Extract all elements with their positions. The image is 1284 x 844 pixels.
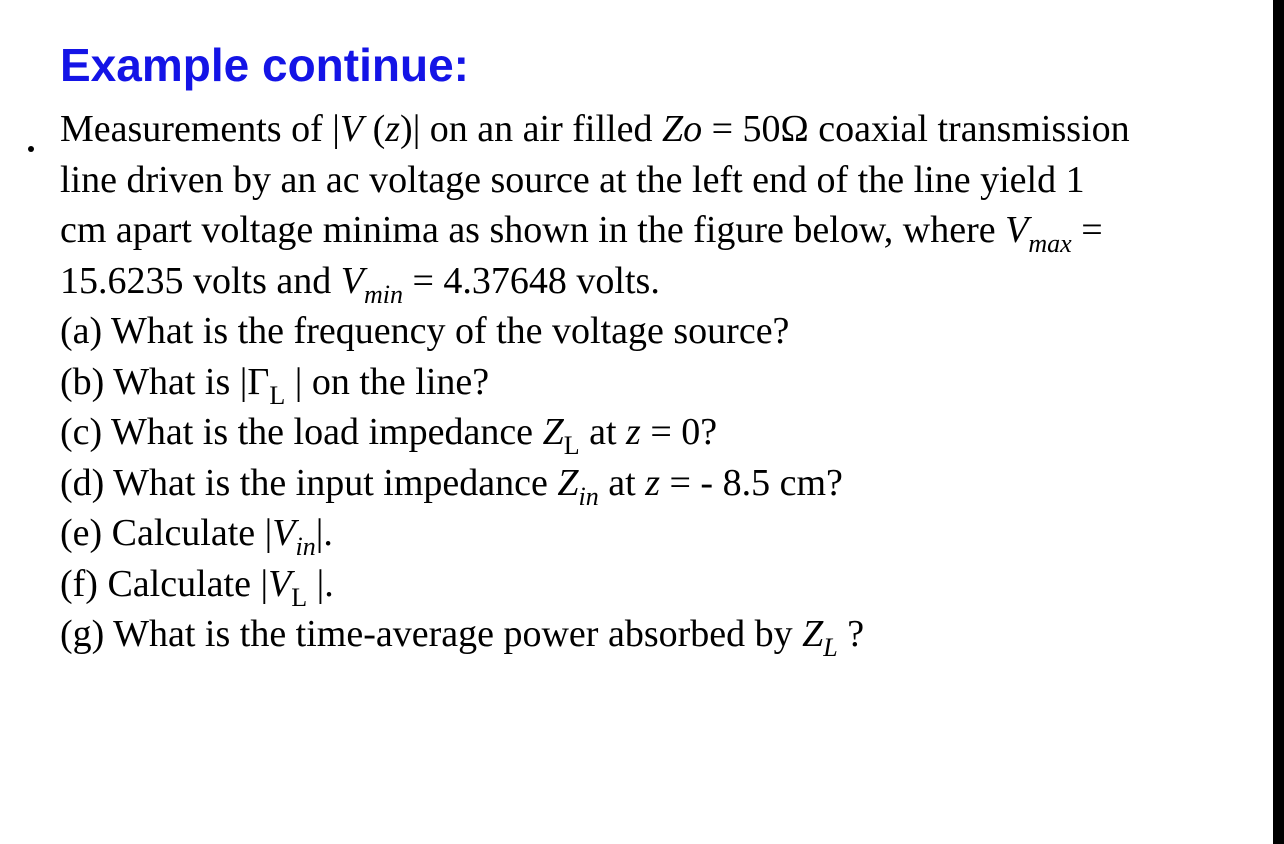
paragraph-line-4: [60, 256, 1130, 307]
symbol-vmax: V: [1005, 209, 1029, 251]
symbol-v: V: [272, 512, 296, 554]
subscript-in: in: [295, 532, 316, 561]
text-run: (g) What is the time-average power absorbed by: [60, 613, 803, 655]
question-d: [60, 458, 1130, 509]
subscript-l: L: [291, 582, 308, 612]
question-f: [60, 559, 1130, 610]
text-run: (e) Calculate |: [60, 512, 273, 554]
text-run: = 0?: [640, 411, 718, 453]
text-run: ?: [837, 613, 865, 655]
symbol-z: z: [385, 108, 401, 150]
subscript-l: L: [269, 380, 286, 410]
text-run: (c) What is the load impedance: [60, 411, 543, 453]
text-run: (: [363, 108, 386, 150]
question-g: [60, 609, 1130, 660]
symbol-z: z: [645, 461, 660, 504]
paragraph-line-1: [60, 104, 1130, 155]
text-run: = 4.37648 volts.: [403, 259, 660, 302]
symbol-vmin: V: [340, 259, 364, 302]
text-run: | on the line?: [285, 360, 490, 403]
problem-body: [60, 104, 1130, 660]
symbol-z: Z: [542, 411, 564, 453]
text-run: |.: [315, 512, 333, 554]
symbol-z: z: [626, 411, 641, 453]
text-run: )| on an air filled: [400, 108, 662, 150]
text-run: (b) What is |Γ: [60, 360, 270, 403]
bullet-dot: [28, 146, 34, 152]
subscript-l: L: [823, 633, 838, 662]
text-run: =: [1071, 209, 1103, 251]
question-c: [60, 407, 1130, 458]
paragraph-line-3: [60, 205, 1130, 256]
question-e: [60, 508, 1130, 559]
text-run: at: [598, 461, 646, 504]
subscript-min: min: [364, 279, 403, 309]
text-run: = - 8.5 cm?: [660, 461, 843, 504]
symbol-zo: Zo: [661, 108, 703, 150]
text-run: at: [579, 411, 627, 453]
text-run: Measurements of |: [60, 108, 340, 150]
text-run: |.: [307, 562, 334, 605]
paragraph-line-2: line driven by an ac voltage source at the left end of the line yield 1: [60, 158, 1085, 201]
text-run: = 50Ω coaxial transmission: [702, 108, 1130, 150]
symbol-v: V: [268, 562, 292, 605]
text-run: cm apart voltage minima as shown in the figure below, where: [60, 209, 1006, 251]
symbol-v: V: [339, 108, 364, 150]
subscript-max: max: [1028, 229, 1072, 258]
text-run: (f) Calculate |: [60, 562, 269, 605]
text-run: (d) What is the input impedance: [60, 461, 558, 504]
subscript-l: L: [563, 431, 580, 460]
subscript-in: in: [578, 481, 599, 511]
slide-title: Example continue:: [60, 39, 469, 91]
question-a: (a) What is the frequency of the voltage source?: [60, 310, 790, 352]
symbol-z: Z: [802, 613, 824, 655]
text-run: 15.6235 volts and: [60, 259, 341, 302]
question-b: [60, 357, 1130, 408]
symbol-z: Z: [557, 461, 579, 504]
